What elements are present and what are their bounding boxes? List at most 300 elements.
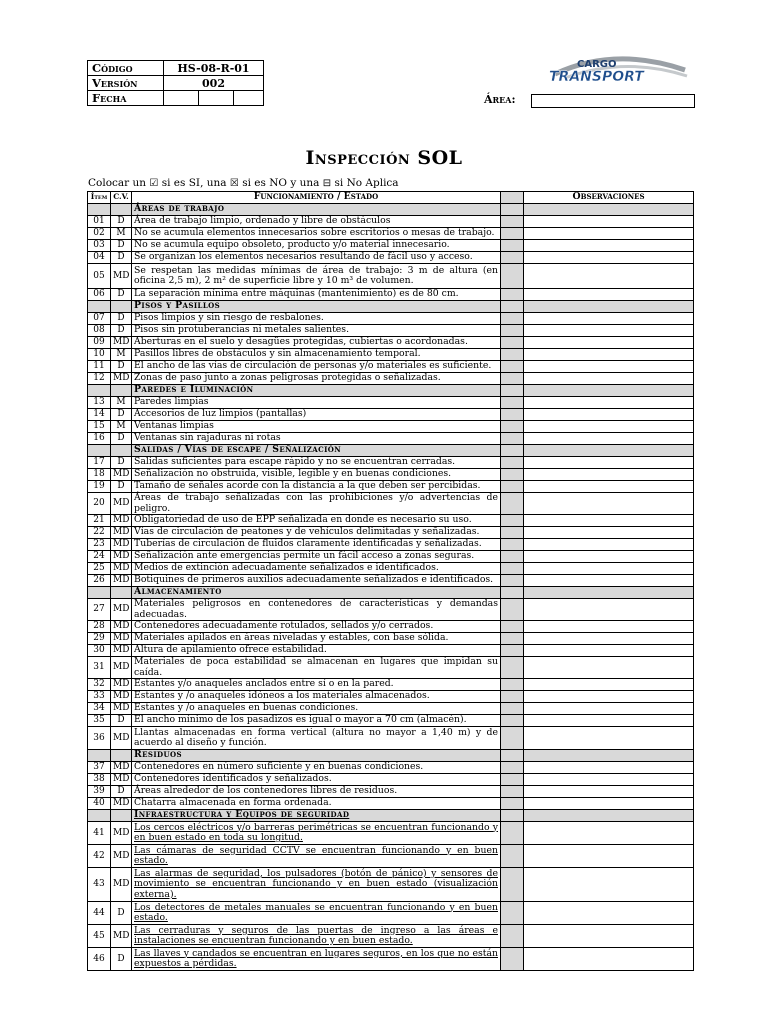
check-cell[interactable] xyxy=(501,762,524,774)
check-cell[interactable] xyxy=(501,703,524,715)
cv-code: MD xyxy=(111,515,132,527)
document-control-table xyxy=(87,60,264,106)
item-number: 17 xyxy=(88,457,111,469)
item-number: 38 xyxy=(88,774,111,786)
table-row xyxy=(88,868,694,902)
item-description xyxy=(132,762,501,774)
item-description xyxy=(132,409,501,421)
item-description-text: Pisos limpios y sin riesgo de resbalones. xyxy=(134,312,324,324)
item-number: 29 xyxy=(88,633,111,645)
observation-cell[interactable] xyxy=(524,289,694,301)
section-blank xyxy=(501,204,524,216)
item-number: 31 xyxy=(88,657,111,679)
table-row xyxy=(88,727,694,750)
item-description xyxy=(132,289,501,301)
section-blank xyxy=(111,810,132,822)
observation-cell[interactable] xyxy=(524,397,694,409)
observation-cell[interactable] xyxy=(524,349,694,361)
section-title xyxy=(132,810,501,822)
item-description-text: Áreas de trabajo señalizadas con las prohibiciones y/o advertencias de peligro. xyxy=(134,492,498,514)
check-cell[interactable] xyxy=(501,633,524,645)
item-description xyxy=(132,727,501,750)
section-blank xyxy=(524,750,694,762)
observation-cell[interactable] xyxy=(524,361,694,373)
section-row xyxy=(88,204,694,216)
observation-cell[interactable] xyxy=(524,703,694,715)
check-cell[interactable] xyxy=(501,563,524,575)
item-description-text: Llantas almacenadas en forma vertical (altura no mayor a 1,40 m) y de acuerdo al diseño y función. xyxy=(134,726,498,748)
observation-cell[interactable] xyxy=(524,691,694,703)
minus-box-icon: ⊟ xyxy=(322,178,332,189)
section-title xyxy=(132,301,501,313)
observation-cell[interactable] xyxy=(524,252,694,264)
table-row xyxy=(88,433,694,445)
item-number: 14 xyxy=(88,409,111,421)
item-description xyxy=(132,715,501,727)
item-description-text: Tamaño de señales acorde con la distancia a la que deben ser percibidas. xyxy=(134,480,481,492)
check-cell[interactable] xyxy=(501,361,524,373)
cv-code: D xyxy=(111,433,132,445)
section-blank xyxy=(501,750,524,762)
table-row xyxy=(88,845,694,868)
item-description-text: El ancho de las vías de circulación de personas y/o materiales es suficiente. xyxy=(134,360,492,372)
check-cell[interactable] xyxy=(501,337,524,349)
cv-code: MD xyxy=(111,691,132,703)
cv-code: MD xyxy=(111,845,132,868)
item-description-text: Área de trabajo limpio, ordenado y libre de obstáculos xyxy=(134,215,391,227)
observation-cell[interactable] xyxy=(524,621,694,633)
item-description xyxy=(132,774,501,786)
item-number: 15 xyxy=(88,421,111,433)
item-description xyxy=(132,657,501,679)
check-cell[interactable] xyxy=(501,539,524,551)
observation-cell[interactable] xyxy=(524,313,694,325)
item-description xyxy=(132,527,501,539)
check-cell[interactable] xyxy=(501,216,524,228)
item-description xyxy=(132,798,501,810)
fecha-label: Fecha xyxy=(88,91,164,106)
observation-cell[interactable] xyxy=(524,657,694,679)
check-cell[interactable] xyxy=(501,868,524,902)
check-cell[interactable] xyxy=(501,551,524,563)
section-blank xyxy=(111,301,132,313)
cv-code: MD xyxy=(111,762,132,774)
observation-cell[interactable] xyxy=(524,925,694,948)
section-blank xyxy=(111,385,132,397)
section-title-text: Salidas / Vías de escape / Señalización xyxy=(134,444,342,456)
check-cell[interactable] xyxy=(501,228,524,240)
cv-code: MD xyxy=(111,551,132,563)
cv-code: MD xyxy=(111,868,132,902)
item-description-text: No se acumula equipo obsoleto, producto y/o material innecesario. xyxy=(134,239,450,251)
item-number: 27 xyxy=(88,599,111,621)
item-description-text: Se respetan las medidas mínimas de área de trabajo: 3 m de altura (en oficina 2,5 m), 2 m² de superficie libre y 10 m³ de volumen. xyxy=(134,264,498,286)
table-row xyxy=(88,515,694,527)
table-row xyxy=(88,313,694,325)
section-row xyxy=(88,301,694,313)
table-row xyxy=(88,349,694,361)
observation-cell[interactable] xyxy=(524,240,694,252)
table-row xyxy=(88,599,694,621)
observation-cell[interactable] xyxy=(524,762,694,774)
item-description-text: Señalización no obstruida, visible, legible y en buenas condiciones. xyxy=(134,468,452,480)
item-description xyxy=(132,349,501,361)
check-cell[interactable] xyxy=(501,493,524,515)
item-description-text: Estantes y/o anaqueles anclados entre sí o en la pared. xyxy=(134,678,394,690)
observation-cell[interactable] xyxy=(524,527,694,539)
table-row xyxy=(88,216,694,228)
item-description-text: El ancho mínimo de los pasadizos es igual o mayor a 70 cm (almacén). xyxy=(134,714,467,726)
check-cell[interactable] xyxy=(501,691,524,703)
section-blank xyxy=(524,301,694,313)
section-row xyxy=(88,810,694,822)
section-blank xyxy=(524,385,694,397)
table-row xyxy=(88,575,694,587)
item-description xyxy=(132,645,501,657)
item-description-text: Las cámaras de seguridad CCTV se encuentran funcionando y en buen estado. xyxy=(134,844,498,866)
item-description xyxy=(132,786,501,798)
observation-cell[interactable] xyxy=(524,715,694,727)
cv-code: MD xyxy=(111,621,132,633)
section-blank xyxy=(501,385,524,397)
item-description-text: Materiales de poca estabilidad se almacenan en lugares que impidan su caída. xyxy=(134,656,498,678)
observation-cell[interactable] xyxy=(524,325,694,337)
item-number: 37 xyxy=(88,762,111,774)
section-title-text: Áreas de trabajo xyxy=(134,203,225,215)
item-number: 34 xyxy=(88,703,111,715)
check-cell[interactable] xyxy=(501,469,524,481)
item-number: 19 xyxy=(88,481,111,493)
cv-code: MD xyxy=(111,822,132,845)
table-row xyxy=(88,337,694,349)
table-row xyxy=(88,539,694,551)
observation-cell[interactable] xyxy=(524,774,694,786)
cv-code: D xyxy=(111,481,132,493)
section-title xyxy=(132,750,501,762)
item-description-text: Accesorios de luz limpios (pantallas) xyxy=(134,408,307,420)
item-number: 07 xyxy=(88,313,111,325)
observation-cell[interactable] xyxy=(524,551,694,563)
observation-cell[interactable] xyxy=(524,481,694,493)
item-description-text: Paredes limpias xyxy=(134,396,209,408)
table-row xyxy=(88,325,694,337)
section-title xyxy=(132,445,501,457)
logo-cargo-text: CARGO xyxy=(577,59,617,70)
cv-code: M xyxy=(111,421,132,433)
fecha-day-cell[interactable] xyxy=(164,91,199,106)
item-description-text: Contenedores adecuadamente rotulados, sellados y/o cerrados. xyxy=(134,620,434,632)
check-cell[interactable] xyxy=(501,679,524,691)
observation-cell[interactable] xyxy=(524,727,694,750)
item-description xyxy=(132,539,501,551)
check-cell[interactable] xyxy=(501,902,524,925)
table-row xyxy=(88,633,694,645)
item-description-text: Contenedores identificados y señalizados. xyxy=(134,773,332,785)
observation-cell[interactable] xyxy=(524,409,694,421)
check-cell[interactable] xyxy=(501,481,524,493)
table-row xyxy=(88,621,694,633)
table-row xyxy=(88,563,694,575)
item-number: 33 xyxy=(88,691,111,703)
item-description xyxy=(132,313,501,325)
cv-code: MD xyxy=(111,727,132,750)
check-cell[interactable] xyxy=(501,774,524,786)
item-description xyxy=(132,902,501,925)
instructions xyxy=(88,177,399,189)
check-cell[interactable] xyxy=(501,313,524,325)
item-description xyxy=(132,433,501,445)
observation-cell[interactable] xyxy=(524,373,694,385)
cv-code: MD xyxy=(111,469,132,481)
item-description xyxy=(132,515,501,527)
cv-code: M xyxy=(111,228,132,240)
item-number: 30 xyxy=(88,645,111,657)
table-row xyxy=(88,421,694,433)
observation-cell[interactable] xyxy=(524,575,694,587)
observation-cell[interactable] xyxy=(524,337,694,349)
col-header-cv: C.V. xyxy=(111,192,132,204)
check-cell[interactable] xyxy=(501,715,524,727)
observation-cell[interactable] xyxy=(524,948,694,971)
item-description-text: Materiales peligrosos en contenedores de características y demandas adecuadas. xyxy=(134,598,498,620)
observation-cell[interactable] xyxy=(524,822,694,845)
cargo-transport-logo xyxy=(545,52,690,86)
check-cell[interactable] xyxy=(501,289,524,301)
item-number: 22 xyxy=(88,527,111,539)
item-number: 12 xyxy=(88,373,111,385)
cv-code: D xyxy=(111,457,132,469)
cv-code: MD xyxy=(111,679,132,691)
observation-cell[interactable] xyxy=(524,563,694,575)
area-field[interactable] xyxy=(531,94,695,108)
observation-cell[interactable] xyxy=(524,633,694,645)
item-number: 11 xyxy=(88,361,111,373)
table-row xyxy=(88,657,694,679)
item-description xyxy=(132,252,501,264)
table-row xyxy=(88,469,694,481)
section-title xyxy=(132,385,501,397)
check-cell[interactable] xyxy=(501,373,524,385)
item-description-text: Las cerraduras y seguros de las puertas de ingreso a las áreas e instalaciones se encuentran funcionando y en buen estado. xyxy=(134,924,498,946)
table-row xyxy=(88,361,694,373)
item-number: 28 xyxy=(88,621,111,633)
item-number: 46 xyxy=(88,948,111,971)
item-description-text: Materiales apilados en áreas niveladas y estables, con base sólida. xyxy=(134,632,449,644)
cv-code: MD xyxy=(111,645,132,657)
check-cell[interactable] xyxy=(501,240,524,252)
check-cell[interactable] xyxy=(501,515,524,527)
cv-code: MD xyxy=(111,527,132,539)
check-cell[interactable] xyxy=(501,822,524,845)
check-cell[interactable] xyxy=(501,457,524,469)
item-description xyxy=(132,575,501,587)
check-cell[interactable] xyxy=(501,948,524,971)
item-description xyxy=(132,948,501,971)
cv-code: MD xyxy=(111,703,132,715)
item-description xyxy=(132,240,501,252)
observation-cell[interactable] xyxy=(524,645,694,657)
item-description xyxy=(132,264,501,289)
item-description-text: Estantes y /o anaqueles idóneos a los materiales almacenados. xyxy=(134,690,430,702)
instructions-text-2: si es SI, una xyxy=(158,177,230,189)
observation-cell[interactable] xyxy=(524,433,694,445)
observation-cell[interactable] xyxy=(524,679,694,691)
item-number: 32 xyxy=(88,679,111,691)
section-blank xyxy=(111,587,132,599)
table-row xyxy=(88,527,694,539)
cv-code: D xyxy=(111,325,132,337)
section-row xyxy=(88,750,694,762)
check-cell[interactable] xyxy=(501,575,524,587)
check-cell[interactable] xyxy=(501,397,524,409)
table-row xyxy=(88,481,694,493)
section-blank xyxy=(88,445,111,457)
section-title-text: Residuos xyxy=(134,749,182,761)
cv-code: D xyxy=(111,409,132,421)
observation-cell[interactable] xyxy=(524,515,694,527)
item-number: 25 xyxy=(88,563,111,575)
observation-cell[interactable] xyxy=(524,228,694,240)
table-row xyxy=(88,691,694,703)
item-description-text: Botiquines de primeros auxilios adecuadamente señalizados e identificados. xyxy=(134,574,494,586)
item-description-text: Se organizan los elementos necesarios resultando de fácil uso y acceso. xyxy=(134,251,473,263)
check-cell[interactable] xyxy=(501,645,524,657)
fecha-month-cell[interactable] xyxy=(199,91,234,106)
instructions-text-1: Colocar un xyxy=(88,177,150,189)
cv-code: MD xyxy=(111,563,132,575)
check-cell[interactable] xyxy=(501,798,524,810)
check-cell[interactable] xyxy=(501,621,524,633)
cv-code: D xyxy=(111,786,132,798)
cv-code: MD xyxy=(111,575,132,587)
table-row xyxy=(88,774,694,786)
table-row xyxy=(88,902,694,925)
item-description xyxy=(132,691,501,703)
instructions-text-4: si No Aplica xyxy=(331,177,399,189)
table-row xyxy=(88,409,694,421)
check-cell[interactable] xyxy=(501,786,524,798)
observation-cell[interactable] xyxy=(524,539,694,551)
check-cell[interactable] xyxy=(501,727,524,750)
check-cell[interactable] xyxy=(501,433,524,445)
cv-code: D xyxy=(111,902,132,925)
section-blank xyxy=(111,750,132,762)
cv-code: D xyxy=(111,313,132,325)
observation-cell[interactable] xyxy=(524,868,694,902)
observation-cell[interactable] xyxy=(524,216,694,228)
item-number: 24 xyxy=(88,551,111,563)
check-cell[interactable] xyxy=(501,349,524,361)
item-description xyxy=(132,563,501,575)
section-blank xyxy=(501,301,524,313)
table-row xyxy=(88,798,694,810)
cv-code: MD xyxy=(111,798,132,810)
check-cell[interactable] xyxy=(501,264,524,289)
observation-cell[interactable] xyxy=(524,493,694,515)
inspection-table xyxy=(87,191,694,971)
item-number: 39 xyxy=(88,786,111,798)
page-title: Inspección SOL xyxy=(305,147,463,169)
check-cell[interactable] xyxy=(501,527,524,539)
cv-code: MD xyxy=(111,337,132,349)
item-description xyxy=(132,361,501,373)
cv-code: D xyxy=(111,240,132,252)
instructions-text-3: si es NO y una xyxy=(238,177,323,189)
fecha-year-cell[interactable] xyxy=(234,91,264,106)
observation-cell[interactable] xyxy=(524,845,694,868)
observation-cell[interactable] xyxy=(524,469,694,481)
section-blank xyxy=(524,810,694,822)
check-cell[interactable] xyxy=(501,325,524,337)
table-header-row xyxy=(88,192,694,204)
cv-code: MD xyxy=(111,493,132,515)
item-description xyxy=(132,822,501,845)
observation-cell[interactable] xyxy=(524,902,694,925)
table-row xyxy=(88,786,694,798)
check-cell[interactable] xyxy=(501,845,524,868)
check-cell[interactable] xyxy=(501,599,524,621)
item-description-text: Altura de apilamiento ofrece estabilidad. xyxy=(134,644,327,656)
col-header-item: Ítem xyxy=(88,192,111,204)
observation-cell[interactable] xyxy=(524,421,694,433)
item-description-text: La separación mínima entre máquinas (mantenimiento) es de 80 cm. xyxy=(134,288,459,300)
item-number: 09 xyxy=(88,337,111,349)
table-row xyxy=(88,715,694,727)
table-row xyxy=(88,551,694,563)
cv-code: MD xyxy=(111,264,132,289)
item-description-text: Los cercos eléctricos y/o barreras perimétricas se encuentran funcionando y en buen estado en toda su longitud. xyxy=(134,821,498,843)
table-row xyxy=(88,252,694,264)
cv-code: D xyxy=(111,361,132,373)
table-row xyxy=(88,228,694,240)
check-cell[interactable] xyxy=(501,409,524,421)
item-number: 16 xyxy=(88,433,111,445)
item-description-text: Los detectores de metales manuales se encuentran funcionando y en buen estado. xyxy=(134,901,498,923)
section-blank xyxy=(111,204,132,216)
section-title xyxy=(132,204,501,216)
check-cell[interactable] xyxy=(501,252,524,264)
item-description-text: Señalización ante emergencias permite un fácil acceso a zonas seguras. xyxy=(134,550,475,562)
item-number: 20 xyxy=(88,493,111,515)
version-label: Versión xyxy=(88,76,164,91)
item-description xyxy=(132,481,501,493)
check-cell[interactable] xyxy=(501,421,524,433)
observation-cell[interactable] xyxy=(524,599,694,621)
observation-cell[interactable] xyxy=(524,798,694,810)
item-number: 21 xyxy=(88,515,111,527)
section-row xyxy=(88,445,694,457)
item-number: 35 xyxy=(88,715,111,727)
cv-code: M xyxy=(111,397,132,409)
check-cell[interactable] xyxy=(501,925,524,948)
cv-code: D xyxy=(111,715,132,727)
section-row xyxy=(88,587,694,599)
item-description xyxy=(132,373,501,385)
observation-cell[interactable] xyxy=(524,264,694,289)
checked-box-icon: ☑ xyxy=(149,178,159,189)
item-description xyxy=(132,457,501,469)
check-cell[interactable] xyxy=(501,657,524,679)
item-number: 45 xyxy=(88,925,111,948)
cv-code: MD xyxy=(111,599,132,621)
item-description-text: Ventanas sin rajaduras ni rotas xyxy=(134,432,281,444)
observation-cell[interactable] xyxy=(524,786,694,798)
item-number: 13 xyxy=(88,397,111,409)
col-header-check xyxy=(501,192,524,204)
observation-cell[interactable] xyxy=(524,457,694,469)
item-description-text: Áreas alrededor de los contenedores libres de residuos. xyxy=(134,785,398,797)
table-row xyxy=(88,703,694,715)
